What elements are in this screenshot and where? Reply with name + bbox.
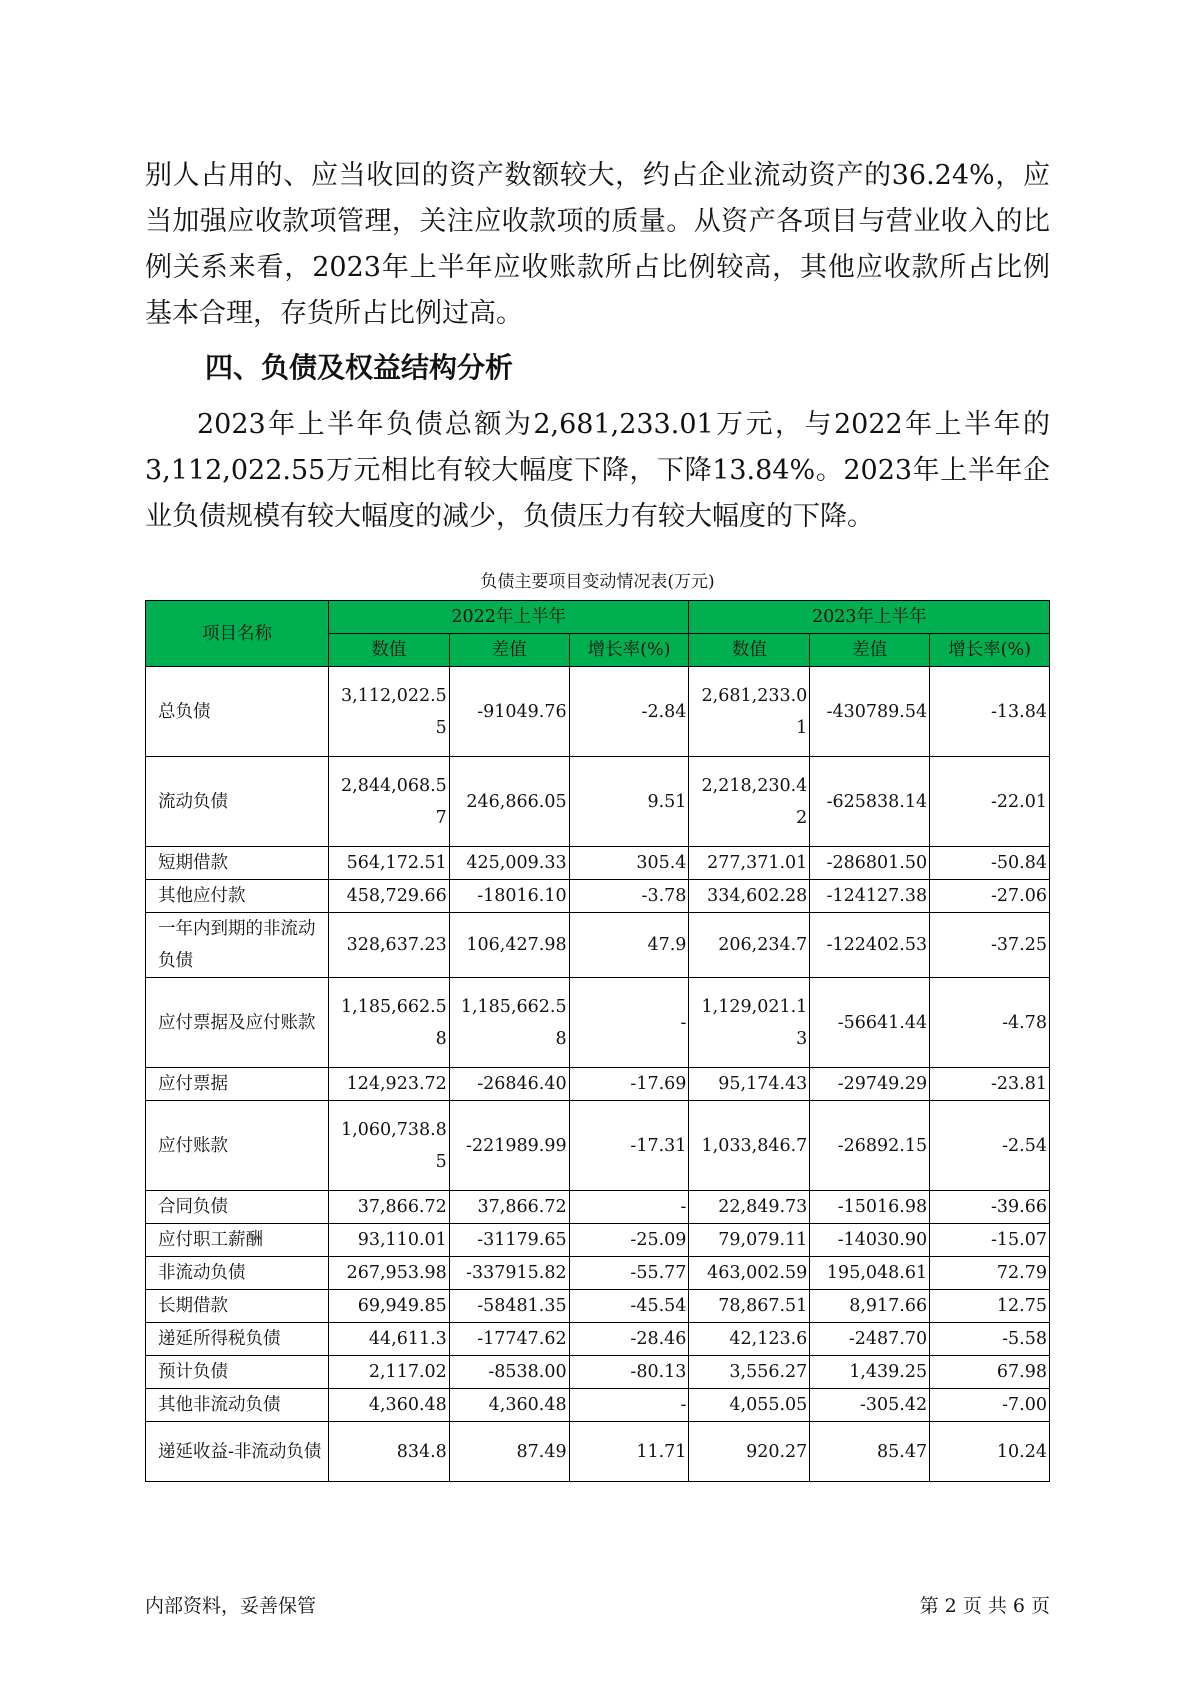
rate-2022-cell: 305.4 (569, 847, 689, 880)
diff-2023-cell: -286801.50 (810, 847, 930, 880)
diff-2022-cell: 4,360.48 (449, 1389, 569, 1422)
item-name-cell: 其他非流动负债 (146, 1389, 329, 1422)
value-2023-cell: 1,129,021.13 (689, 978, 810, 1068)
diff-2023-cell: 195,048.61 (810, 1257, 930, 1290)
diff-2023-cell: -430789.54 (810, 667, 930, 757)
rate-2023-cell: 67.98 (930, 1356, 1050, 1389)
value-2022-cell: 2,844,068.57 (328, 757, 449, 847)
value-2022-cell: 1,060,738.85 (328, 1101, 449, 1191)
item-name-cell: 总负债 (146, 667, 329, 757)
value-2023-cell: 3,556.27 (689, 1356, 810, 1389)
item-name-cell: 短期借款 (146, 847, 329, 880)
rate-2022-cell: -17.31 (569, 1101, 689, 1191)
value-2022-cell: 44,611.3 (328, 1323, 449, 1356)
value-2022-cell: 69,949.85 (328, 1290, 449, 1323)
rate-2022-cell: -25.09 (569, 1224, 689, 1257)
item-name-cell: 递延所得税负债 (146, 1323, 329, 1356)
diff-2023-cell: -26892.15 (810, 1101, 930, 1191)
rate-2022-cell: -17.69 (569, 1068, 689, 1101)
rate-2022-cell: - (569, 1389, 689, 1422)
item-name-cell: 合同负债 (146, 1191, 329, 1224)
table-row (146, 1224, 1050, 1257)
diff-2022-cell: -337915.82 (449, 1257, 569, 1290)
value-2022-cell: 4,360.48 (328, 1389, 449, 1422)
footer-page-number: 第 2 页 共 6 页 (919, 1595, 1050, 1617)
table-row (146, 1068, 1050, 1101)
diff-2022-cell: -26846.40 (449, 1068, 569, 1101)
diff-2022-cell: -91049.76 (449, 667, 569, 757)
item-name-cell: 应付票据 (146, 1068, 329, 1101)
value-2023-cell: 334,602.28 (689, 880, 810, 913)
item-name-cell: 应付账款 (146, 1101, 329, 1191)
rate-2023-cell: -15.07 (930, 1224, 1050, 1257)
rate-2023-cell: -22.01 (930, 757, 1050, 847)
diff-2022-cell: -8538.00 (449, 1356, 569, 1389)
value-2023-cell: 95,174.43 (689, 1068, 810, 1101)
liability-summary-paragraph: 2023年上半年负债总额为2,681,233.01万元，与2022年上半年的3,112,022.55万元相比有较大幅度下降，下降13.84%。2023年上半年企业负债规模有较大幅度的减少，负债压力有较大幅度的下降。 (145, 409, 1050, 532)
diff-2022-cell: -18016.10 (449, 880, 569, 913)
diff-2023-cell: -625838.14 (810, 757, 930, 847)
rate-2023-cell: -23.81 (930, 1068, 1050, 1101)
rate-2023-cell: -5.58 (930, 1323, 1050, 1356)
rate-2023-cell: -13.84 (930, 667, 1050, 757)
table-row (146, 757, 1050, 847)
value-2022-cell: 93,110.01 (328, 1224, 449, 1257)
value-2022-cell: 2,117.02 (328, 1356, 449, 1389)
item-name-cell: 长期借款 (146, 1290, 329, 1323)
table-row (146, 847, 1050, 880)
rate-2023-cell: -50.84 (930, 847, 1050, 880)
item-name-cell: 非流动负债 (146, 1257, 329, 1290)
rate-2023-cell: -37.25 (930, 913, 1050, 978)
table-caption: 负债主要项目变动情况表(万元) (480, 572, 715, 592)
table-row (146, 1323, 1050, 1356)
table-row (146, 667, 1050, 757)
rate-2022-cell: 9.51 (569, 757, 689, 847)
item-name-cell: 流动负债 (146, 757, 329, 847)
header-group-2022: 2022年上半年 (328, 601, 689, 634)
value-2022-cell: 124,923.72 (328, 1068, 449, 1101)
item-name-cell: 其他应付款 (146, 880, 329, 913)
diff-2023-cell: 8,917.66 (810, 1290, 930, 1323)
header-diff-2022: 差值 (449, 634, 569, 667)
diff-2022-cell: 246,866.05 (449, 757, 569, 847)
item-name-cell: 应付票据及应付账款 (146, 978, 329, 1068)
diff-2022-cell: -17747.62 (449, 1323, 569, 1356)
rate-2022-cell: -80.13 (569, 1356, 689, 1389)
value-2023-cell: 2,681,233.01 (689, 667, 810, 757)
value-2023-cell: 463,002.59 (689, 1257, 810, 1290)
section-heading: 四、负债及权益结构分析 (205, 351, 514, 384)
rate-2023-cell: -27.06 (930, 880, 1050, 913)
diff-2022-cell: -31179.65 (449, 1224, 569, 1257)
value-2023-cell: 206,234.7 (689, 913, 810, 978)
header-value-2022: 数值 (328, 634, 449, 667)
rate-2022-cell: - (569, 978, 689, 1068)
header-rate-2022: 增长率(%) (569, 634, 689, 667)
header-item-name: 项目名称 (146, 601, 329, 667)
diff-2022-cell: -221989.99 (449, 1101, 569, 1191)
liability-table (145, 600, 1050, 1482)
rate-2023-cell: -7.00 (930, 1389, 1050, 1422)
table-body (146, 667, 1050, 1482)
value-2023-cell: 22,849.73 (689, 1191, 810, 1224)
value-2022-cell: 458,729.66 (328, 880, 449, 913)
rate-2022-cell: -3.78 (569, 880, 689, 913)
value-2023-cell: 2,218,230.42 (689, 757, 810, 847)
item-name-cell: 应付职工薪酬 (146, 1224, 329, 1257)
rate-2023-cell: 10.24 (930, 1422, 1050, 1482)
table-row (146, 1191, 1050, 1224)
table-row (146, 880, 1050, 913)
value-2023-cell: 42,123.6 (689, 1323, 810, 1356)
header-group-2023: 2023年上半年 (689, 601, 1050, 634)
table-row (146, 978, 1050, 1068)
value-2023-cell: 920.27 (689, 1422, 810, 1482)
rate-2023-cell: -39.66 (930, 1191, 1050, 1224)
diff-2022-cell: -58481.35 (449, 1290, 569, 1323)
item-name-cell: 一年内到期的非流动负债 (146, 913, 329, 978)
item-name-cell: 递延收益-非流动负债 (146, 1422, 329, 1482)
value-2022-cell: 564,172.51 (328, 847, 449, 880)
rate-2022-cell: -2.84 (569, 667, 689, 757)
value-2023-cell: 1,033,846.7 (689, 1101, 810, 1191)
diff-2023-cell: -305.42 (810, 1389, 930, 1422)
diff-2022-cell: 1,185,662.58 (449, 978, 569, 1068)
rate-2023-cell: -2.54 (930, 1101, 1050, 1191)
value-2023-cell: 4,055.05 (689, 1389, 810, 1422)
table-row (146, 1422, 1050, 1482)
table-row (146, 1101, 1050, 1191)
diff-2023-cell: -29749.29 (810, 1068, 930, 1101)
diff-2023-cell: -124127.38 (810, 880, 930, 913)
table-row (146, 913, 1050, 978)
table-row (146, 1257, 1050, 1290)
value-2022-cell: 328,637.23 (328, 913, 449, 978)
value-2022-cell: 267,953.98 (328, 1257, 449, 1290)
value-2022-cell: 1,185,662.58 (328, 978, 449, 1068)
diff-2023-cell: 1,439.25 (810, 1356, 930, 1389)
diff-2023-cell: 85.47 (810, 1422, 930, 1482)
rate-2022-cell: 47.9 (569, 913, 689, 978)
rate-2023-cell: 72.79 (930, 1257, 1050, 1290)
rate-2022-cell: 11.71 (569, 1422, 689, 1482)
table-row (146, 1356, 1050, 1389)
value-2022-cell: 834.8 (328, 1422, 449, 1482)
intro-paragraph: 别人占用的、应当收回的资产数额较大，约占企业流动资产的36.24%，应当加强应收款项管理，关注应收款项的质量。从资产各项目与营业收入的比例关系来看，2023年上半年应收账款所占比例较高，其他应收款所占比例基本合理，存货所占比例过高。 (145, 160, 1050, 329)
diff-2023-cell: -122402.53 (810, 913, 930, 978)
rate-2022-cell: -45.54 (569, 1290, 689, 1323)
footer-confidential-note: 内部资料，妥善保管 (145, 1595, 317, 1617)
value-2022-cell: 3,112,022.55 (328, 667, 449, 757)
rate-2023-cell: -4.78 (930, 978, 1050, 1068)
header-rate-2023: 增长率(%) (930, 634, 1050, 667)
value-2022-cell: 37,866.72 (328, 1191, 449, 1224)
rate-2023-cell: 12.75 (930, 1290, 1050, 1323)
rate-2022-cell: -28.46 (569, 1323, 689, 1356)
diff-2022-cell: 87.49 (449, 1422, 569, 1482)
diff-2023-cell: -14030.90 (810, 1224, 930, 1257)
value-2023-cell: 277,371.01 (689, 847, 810, 880)
item-name-cell: 预计负债 (146, 1356, 329, 1389)
table-row (146, 1389, 1050, 1422)
table-row (146, 1290, 1050, 1323)
diff-2023-cell: -15016.98 (810, 1191, 930, 1224)
diff-2022-cell: 425,009.33 (449, 847, 569, 880)
value-2023-cell: 78,867.51 (689, 1290, 810, 1323)
rate-2022-cell: -55.77 (569, 1257, 689, 1290)
diff-2023-cell: -2487.70 (810, 1323, 930, 1356)
diff-2022-cell: 37,866.72 (449, 1191, 569, 1224)
header-value-2023: 数值 (689, 634, 810, 667)
diff-2022-cell: 106,427.98 (449, 913, 569, 978)
value-2023-cell: 79,079.11 (689, 1224, 810, 1257)
rate-2022-cell: - (569, 1191, 689, 1224)
diff-2023-cell: -56641.44 (810, 978, 930, 1068)
header-diff-2023: 差值 (810, 634, 930, 667)
